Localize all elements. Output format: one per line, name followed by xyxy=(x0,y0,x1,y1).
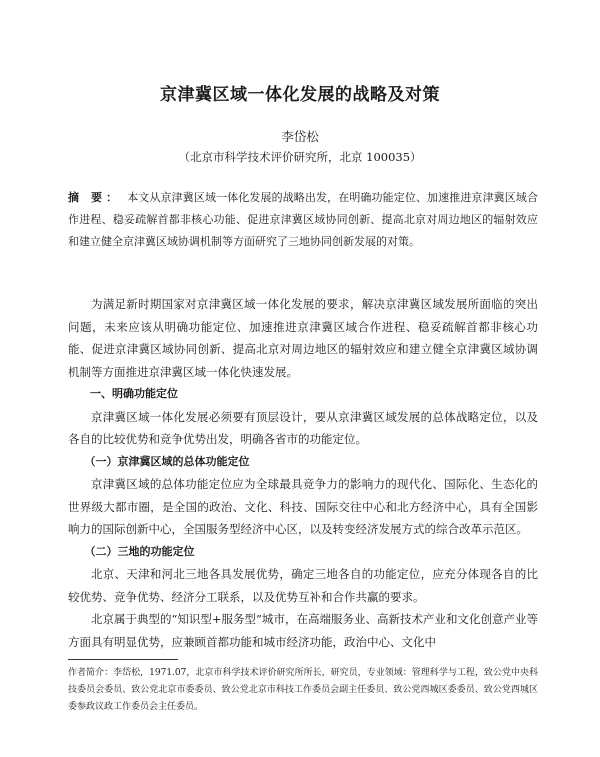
section1-paragraph: 京津冀区域一体化发展必须要有顶层设计，要从京津冀区域发展的总体战略定位，以及各自的比较优势和竞争优势出发，明确各省市的功能定位。 xyxy=(68,409,538,446)
intro-paragraph: 为满足新时期国家对京津冀区域一体化发展的要求，解决京津冀区域发展所面临的突出问题，未来应该从明确功能定位、加速推进京津冀区域合作进程、稳妥疏解首都非核心功能、促进京津冀区域协同创新、提高北京对周边地区的辐射效应和建立健全京津冀区域协调机制等方面推进京津冀区域一体化快速发展。 xyxy=(68,297,538,379)
paper-title: 京津冀区域一体化发展的战略及对策 xyxy=(160,85,440,105)
subsection2-paragraph-1: 北京、天津和河北三地各具发展优势，确定三地各自的功能定位，应充分体现各自的比较优势、竞争优势、经济分工联系，以及优势互补和合作共赢的要求。 xyxy=(68,567,538,604)
subsection-heading-1: （一）京津冀区域的总体功能定位 xyxy=(84,454,250,468)
abstract xyxy=(68,187,538,253)
author-affiliation: （北京市科学技术评价研究所，北京 100035） xyxy=(178,150,422,164)
footnote-divider xyxy=(68,659,178,660)
author-footnote: 作者简介：李岱松，1971.07，北京市科学技术评价研究所所长，研究员，专业领域：管理科学与工程，致公党中央科技委员会委员、致公党北京市委委员、致公党北京市科技工作委员会副主任委员、致公党西城区委委员、致公党西城区委参政议政工作委员会主任委员。 xyxy=(68,668,538,712)
abstract-text: 本文从京津冀区域一体化发展的战略出发，在明确功能定位、加速推进京津冀区域合作进程、稳妥疏解首都非核心功能、促进京津冀区域协同创新、提高北京对周边地区的辐射效应和建立健全京津冀区域协调机制等方面研究了三地协同创新发展的对策。 xyxy=(68,191,538,248)
subsection2-paragraph-2: 北京属于典型的“知识型+服务型”城市，在高端服务业、高新技术产业和文化创意产业等方面具有明显优势，应兼顾首都功能和城市经济功能，政治中心、文化中 xyxy=(68,612,538,649)
body-text xyxy=(68,293,538,653)
author-name: 李岱松 xyxy=(281,129,319,144)
subsection1-paragraph: 京津冀区域的总体功能定位应为全球最具竞争力的影响力的现代化、国际化、生态化的世界级大都市圈，是全国的政治、文化、科技、国际交往中心和北方经济中心，具有全国影响力的国际创新中心，全国服务型经济中心区，以及转变经济发展方式的综合改革示范区。 xyxy=(68,477,538,536)
subsection-heading-2: （二）三地的功能定位 xyxy=(84,544,195,558)
section-heading-1: 一、明确功能定位 xyxy=(90,387,178,400)
abstract-label: 摘 要： xyxy=(68,191,122,204)
